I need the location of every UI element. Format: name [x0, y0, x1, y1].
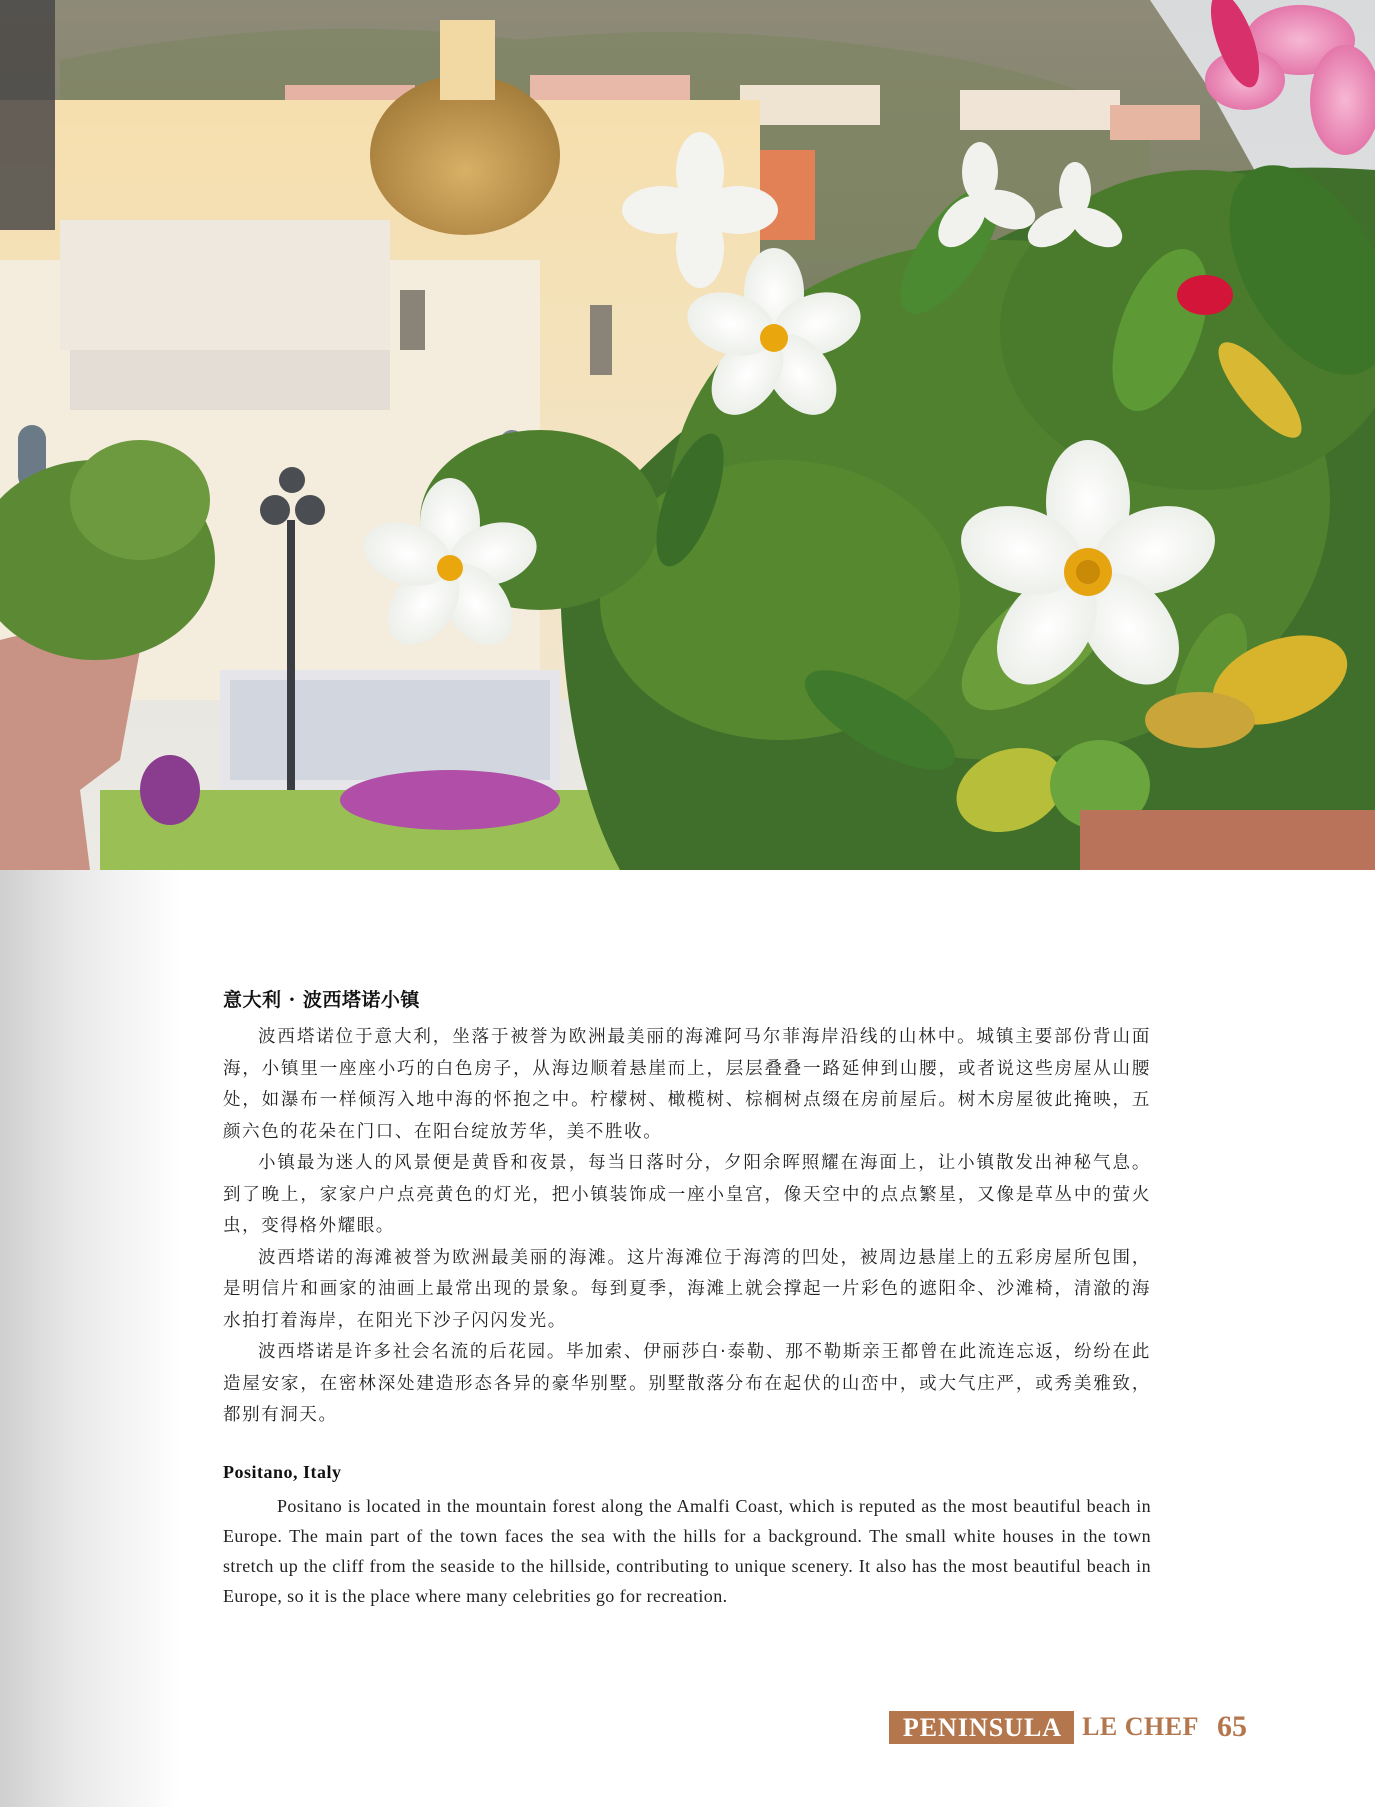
article-body — [223, 985, 1151, 1611]
article-paragraph-chinese: 波西塔诺是许多社会名流的后花园。毕加索、伊丽莎白·泰勒、那不勒斯亲王都曾在此流连忘返，纷纷在此造屋安家，在密林深处建造形态各异的豪华别墅。别墅散落分布在起伏的山峦中，或大气庄严，或秀美雅致，都别有洞天。 — [223, 1342, 1151, 1425]
hero-photo — [0, 0, 1375, 870]
page-footer — [889, 1710, 1247, 1744]
article-title-chinese: 意大利 · 波西塔诺小镇 — [223, 989, 420, 1011]
article-paragraph-english: Positano is located in the mountain forest along the Amalfi Coast, which is reputed as the most beautiful beach in Europe. The main part of the town faces the sea with the hills for a background. The small white houses in the town stretch up the cliff from the seaside to the hillside, contributing to unique scenery. It also has the most beautiful beach in Europe, so it is the place where many celebrities go for recreation. — [223, 1495, 1151, 1606]
article-title-english: Positano, Italy — [223, 1461, 342, 1482]
page-gutter-shadow — [0, 870, 180, 1807]
brand-name-secondary: LE CHEF — [1082, 1712, 1199, 1741]
article-paragraph-chinese: 小镇最为迷人的风景便是黄昏和夜景，每当日落时分，夕阳余晖照耀在海面上，让小镇散发出神秘气息。到了晚上，家家户户点亮黄色的灯光，把小镇装饰成一座小皇宫，像天空中的点点繁星，又像是草丛中的萤火虫，变得格外耀眼。 — [223, 1153, 1151, 1236]
positano-flowers-photo-icon — [0, 0, 1375, 870]
page-number: 65 — [1217, 1710, 1247, 1743]
brand-name-primary: PENINSULA — [889, 1711, 1074, 1744]
article-paragraph-chinese: 波西塔诺的海滩被誉为欧洲最美丽的海滩。这片海滩位于海湾的凹处，被周边悬崖上的五彩房屋所包围，是明信片和画家的油画上最常出现的景象。每到夏季，海滩上就会撑起一片彩色的遮阳伞、沙滩椅，清澈的海水拍打着海岸，在阳光下沙子闪闪发光。 — [223, 1247, 1151, 1331]
article-paragraph-chinese: 波西塔诺位于意大利，坐落于被誉为欧洲最美丽的海滩阿马尔菲海岸沿线的山林中。城镇主要部份背山面海，小镇里一座座小巧的白色房子，从海边顺着悬崖而上，层层叠叠一路延伸到山腰，或者说这些房屋从山腰处，如瀑布一样倾泻入地中海的怀抱之中。柠檬树、橄榄树、棕榈树点缀在房前屋后。树木房屋彼此掩映，五颜六色的花朵在门口、在阳台绽放芳华，美不胜收。 — [223, 1027, 1151, 1142]
